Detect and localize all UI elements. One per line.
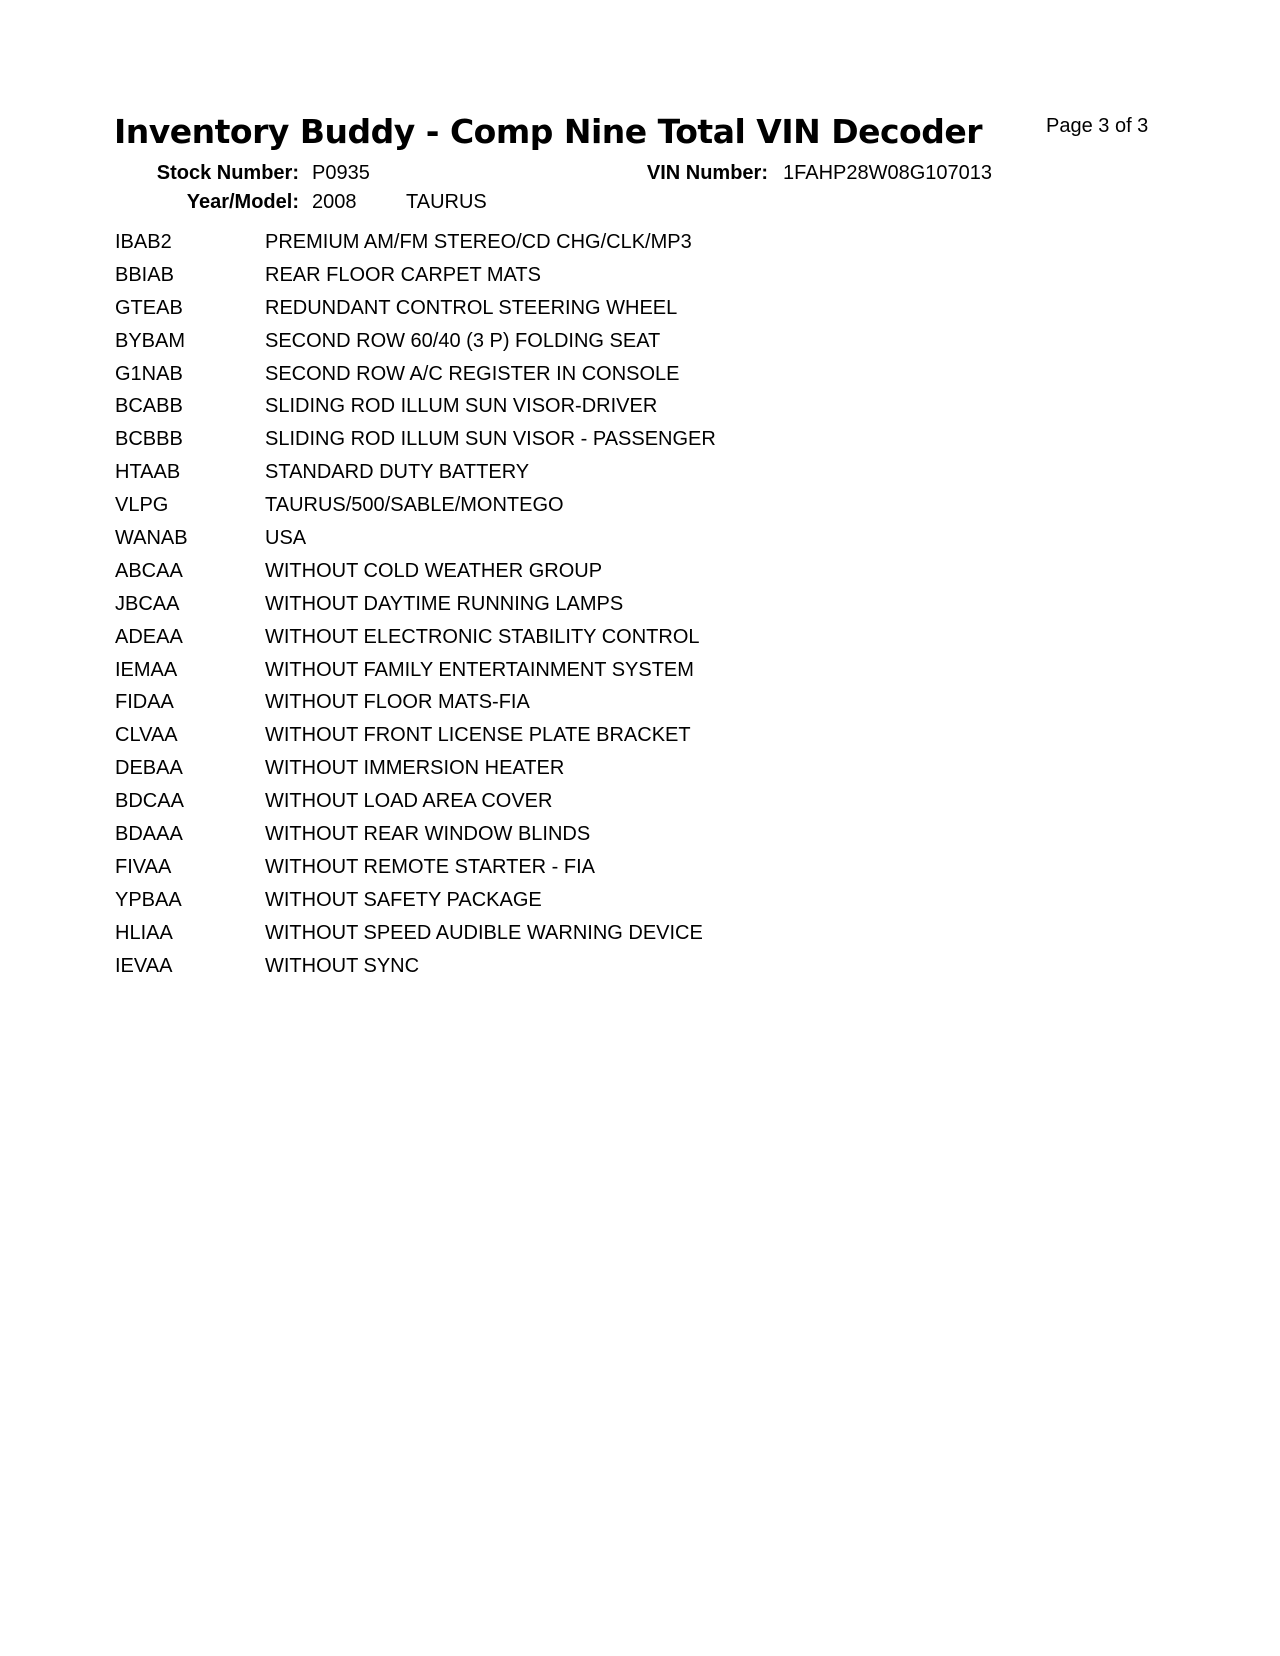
option-description: WITHOUT SYNC xyxy=(265,954,420,977)
page-indicator: Page 3 of 3 xyxy=(1046,115,1149,137)
option-code: IEMAA xyxy=(115,658,178,681)
option-row xyxy=(115,329,1015,362)
option-code: IEVAA xyxy=(115,954,173,977)
option-description: WITHOUT DAYTIME RUNNING LAMPS xyxy=(265,592,624,615)
option-row xyxy=(115,394,1015,427)
option-description: WITHOUT FAMILY ENTERTAINMENT SYSTEM xyxy=(265,658,694,681)
option-code: HTAAB xyxy=(115,461,181,484)
option-code-list xyxy=(115,230,1015,986)
year-model-label: Year/Model: xyxy=(186,191,299,213)
option-code: BCABB xyxy=(115,395,183,418)
option-row xyxy=(115,888,1015,921)
option-code: BDAAA xyxy=(115,823,183,846)
option-description: TAURUS/500/SABLE/MONTEGO xyxy=(265,494,564,517)
option-description: WITHOUT REMOTE STARTER - FIA xyxy=(265,855,595,878)
option-code: BCBBB xyxy=(115,428,183,451)
option-row xyxy=(115,362,1015,395)
option-row xyxy=(115,954,1015,987)
option-row xyxy=(115,723,1015,756)
option-code: BDCAA xyxy=(115,790,184,813)
stock-number-label: Stock Number: xyxy=(156,162,299,184)
option-row xyxy=(115,756,1015,789)
option-description: WITHOUT REAR WINDOW BLINDS xyxy=(265,823,591,846)
option-code: CLVAA xyxy=(115,724,178,747)
option-row xyxy=(115,230,1015,263)
option-code: BYBAM xyxy=(115,329,186,352)
vin-number-value: 1FAHP28W08G107013 xyxy=(783,162,993,184)
option-code: VLPG xyxy=(115,494,169,517)
option-description: WITHOUT IMMERSION HEATER xyxy=(265,757,565,780)
option-description: SLIDING ROD ILLUM SUN VISOR-DRIVER xyxy=(265,395,658,418)
option-row xyxy=(115,592,1015,625)
option-row xyxy=(115,822,1015,855)
option-description: USA xyxy=(265,527,307,550)
option-description: WITHOUT SAFETY PACKAGE xyxy=(265,888,542,911)
option-code: BBIAB xyxy=(115,263,174,286)
option-code: ADEAA xyxy=(115,625,183,648)
option-row xyxy=(115,526,1015,559)
report-title: Inventory Buddy - Comp Nine Total VIN Decoder xyxy=(114,112,982,151)
option-code: WANAB xyxy=(115,527,188,550)
option-code: G1NAB xyxy=(115,362,183,385)
option-code: HLIAA xyxy=(115,921,173,944)
option-description: PREMIUM AM/FM STEREO/CD CHG/CLK/MP3 xyxy=(265,231,692,253)
option-description: STANDARD DUTY BATTERY xyxy=(265,461,530,484)
option-row xyxy=(115,427,1015,460)
option-code: ABCAA xyxy=(115,559,183,582)
option-row xyxy=(115,921,1015,954)
option-description: WITHOUT COLD WEATHER GROUP xyxy=(265,559,603,582)
option-description: WITHOUT FLOOR MATS-FIA xyxy=(265,691,530,714)
option-row xyxy=(115,625,1015,658)
option-code: FIDAA xyxy=(115,691,174,714)
option-description: REAR FLOOR CARPET MATS xyxy=(265,263,541,286)
option-description: WITHOUT LOAD AREA COVER xyxy=(265,790,553,813)
option-code: JBCAA xyxy=(115,592,180,615)
option-code: YPBAA xyxy=(115,888,182,911)
option-row xyxy=(115,690,1015,723)
stock-number-value: P0935 xyxy=(312,162,370,184)
option-description: WITHOUT FRONT LICENSE PLATE BRACKET xyxy=(265,724,691,747)
year-value: 2008 xyxy=(312,191,357,213)
option-row xyxy=(115,460,1015,493)
option-description: SLIDING ROD ILLUM SUN VISOR - PASSENGER xyxy=(265,428,716,451)
option-row xyxy=(115,559,1015,592)
vin-number-label: VIN Number: xyxy=(646,162,768,184)
option-description: SECOND ROW A/C REGISTER IN CONSOLE xyxy=(265,362,680,385)
option-code: GTEAB xyxy=(115,296,183,319)
model-value: TAURUS xyxy=(406,191,487,213)
option-description: SECOND ROW 60/40 (3 P) FOLDING SEAT xyxy=(265,329,661,352)
option-row xyxy=(115,296,1015,329)
option-code: FIVAA xyxy=(115,855,172,878)
option-row xyxy=(115,855,1015,888)
option-description: WITHOUT SPEED AUDIBLE WARNING DEVICE xyxy=(265,921,703,944)
option-row xyxy=(115,789,1015,822)
option-row xyxy=(115,493,1015,526)
option-code: DEBAA xyxy=(115,757,183,780)
option-description: WITHOUT ELECTRONIC STABILITY CONTROL xyxy=(265,625,700,648)
option-code: IBAB2 xyxy=(115,231,172,253)
option-row xyxy=(115,263,1015,296)
option-row xyxy=(115,658,1015,691)
option-description: REDUNDANT CONTROL STEERING WHEEL xyxy=(265,296,678,319)
